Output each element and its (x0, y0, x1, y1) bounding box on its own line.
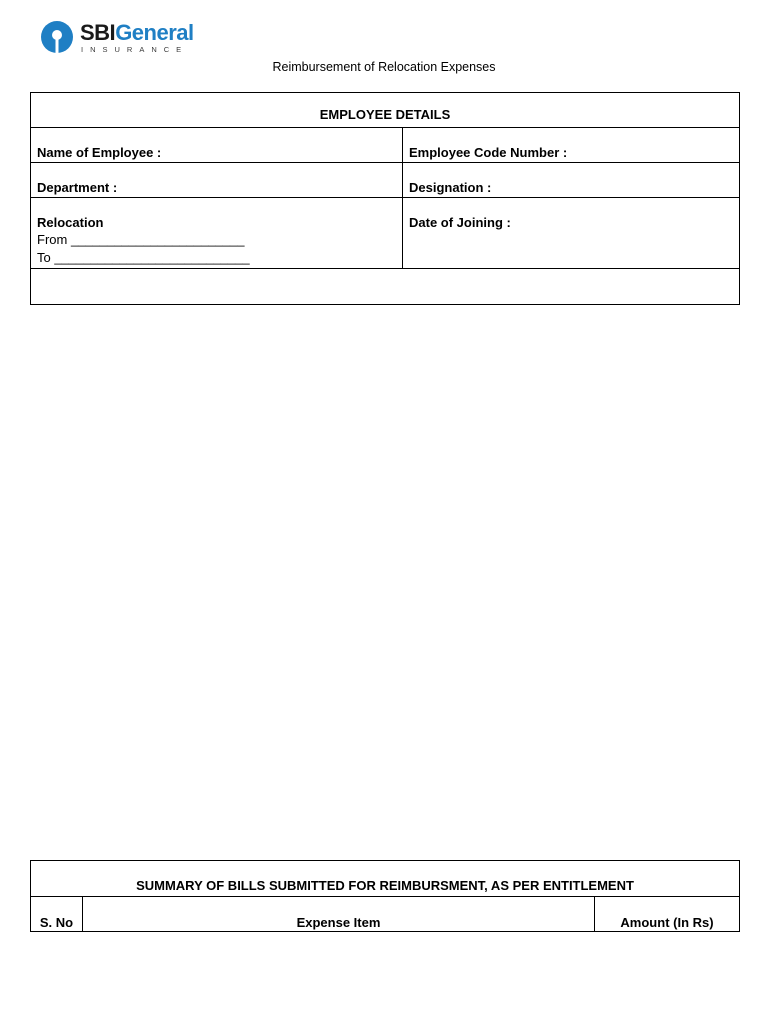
column-header-expense-item: Expense Item (83, 897, 595, 932)
relocation-label: Relocation (37, 215, 104, 230)
logo-subtitle: INSURANCE (81, 45, 189, 54)
bills-summary-table (30, 860, 740, 932)
employee-details-blank-row[interactable] (31, 269, 740, 305)
logo-brand-text (80, 20, 194, 46)
logo-brand-sbi: SBI (80, 20, 116, 45)
sbi-keyhole-logo-icon (40, 20, 74, 54)
bills-summary-header: SUMMARY OF BILLS SUBMITTED FOR REIMBURSMENT, AS PER ENTITLEMENT (31, 861, 740, 897)
name-of-employee-field[interactable]: Name of Employee : (31, 128, 403, 163)
relocation-field[interactable] (31, 198, 403, 269)
employee-details-header: EMPLOYEE DETAILS (31, 93, 740, 128)
logo-brand-general: General (115, 20, 194, 45)
company-logo (40, 20, 210, 56)
document-title: Reimbursement of Relocation Expenses (272, 60, 496, 74)
column-header-sno: S. No (31, 897, 83, 932)
relocation-to-line[interactable]: To ___________________________ (37, 250, 250, 265)
employee-details-table (30, 92, 740, 305)
designation-field[interactable]: Designation : (403, 163, 740, 198)
relocation-from-line[interactable]: From ________________________ (37, 232, 245, 247)
employee-code-field[interactable]: Employee Code Number : (403, 128, 740, 163)
column-header-amount: Amount (In Rs) (595, 897, 740, 932)
department-field[interactable]: Department : (31, 163, 403, 198)
date-of-joining-field[interactable]: Date of Joining : (403, 198, 740, 269)
